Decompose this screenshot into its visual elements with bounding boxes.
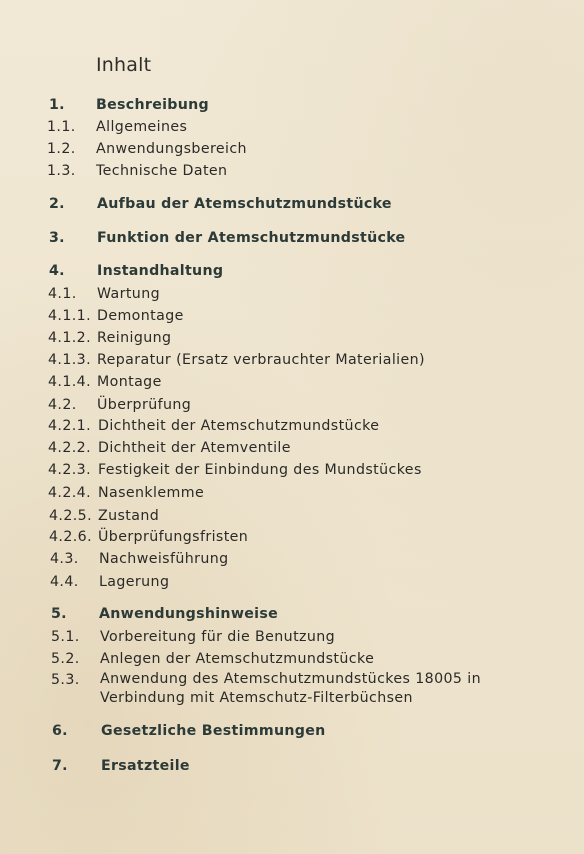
toc-entry-number: 1.1. bbox=[47, 119, 76, 135]
toc-entry-number: 1. bbox=[49, 97, 65, 113]
toc-entry-title: Technische Daten bbox=[96, 163, 228, 179]
toc-entry-title: Nachweisführung bbox=[99, 551, 229, 567]
toc-entry-title: Anwendungsbereich bbox=[96, 141, 247, 157]
toc-entry-number: 4.4. bbox=[50, 574, 79, 590]
toc-entry-title: Anwendung des Atemschutzmundstückes 18005 in Verbindung mit Atemschutz-Filterbüchsen bbox=[100, 671, 481, 706]
toc-entry-title: Dichtheit der Atemschutzmundstücke bbox=[98, 418, 380, 434]
toc-entry-title: Instandhaltung bbox=[97, 263, 224, 279]
toc-entry-number: 4.2.3. bbox=[48, 462, 92, 478]
toc-entry-title: Allgemeines bbox=[96, 119, 188, 135]
toc-entry-number: 4.2.5. bbox=[49, 508, 93, 524]
toc-entry-title: Demontage bbox=[97, 308, 184, 324]
page-title: Inhalt bbox=[96, 54, 152, 76]
toc-entry-number: 4. bbox=[49, 263, 65, 279]
toc-entry-number: 1.2. bbox=[47, 141, 76, 157]
toc-entry-number: 4.2.2. bbox=[48, 440, 92, 456]
toc-entry-title: Gesetzliche Bestimmungen bbox=[101, 723, 326, 739]
toc-entry-title: Reinigung bbox=[97, 330, 172, 346]
toc-entry-title: Überprüfungsfristen bbox=[98, 529, 249, 545]
toc-entry-number: 4.2. bbox=[48, 397, 77, 413]
toc-entry-title: Montage bbox=[97, 374, 162, 390]
toc-entry-number: 4.1.3. bbox=[48, 352, 92, 368]
toc-entry-title: Anlegen der Atemschutzmundstücke bbox=[100, 651, 375, 667]
toc-entry-number: 1.3. bbox=[47, 163, 76, 179]
toc-entry-number: 5. bbox=[51, 606, 67, 622]
toc-entry-title: Überprüfung bbox=[97, 397, 192, 413]
toc-entry-number: 4.2.6. bbox=[49, 529, 93, 545]
toc-entry-number: 4.1.1. bbox=[48, 308, 92, 324]
toc-entry-title: Nasenklemme bbox=[98, 485, 205, 501]
toc-entry-number: 4.1. bbox=[48, 286, 77, 302]
toc-entry-number: 4.3. bbox=[50, 551, 79, 567]
toc-entry-number: 4.1.2. bbox=[48, 330, 92, 346]
toc-entry-number: 7. bbox=[52, 758, 68, 774]
toc-entry-title: Lagerung bbox=[99, 574, 170, 590]
toc-entry-title: Vorbereitung für die Benutzung bbox=[100, 629, 336, 645]
toc-entry-number: 5.1. bbox=[51, 629, 80, 645]
toc-entry-title: Dichtheit der Atemventile bbox=[98, 440, 291, 456]
toc-entry-title: Aufbau der Atemschutzmundstücke bbox=[97, 196, 392, 212]
toc-entry-number: 2. bbox=[49, 196, 65, 212]
toc-entry-number: 6. bbox=[52, 723, 68, 739]
toc-entry-title: Funktion der Atemschutzmundstücke bbox=[97, 230, 406, 246]
toc-entry-title: Zustand bbox=[98, 508, 160, 524]
toc-entry-number: 4.1.4. bbox=[48, 374, 92, 390]
toc-entry-number: 5.3. bbox=[51, 672, 80, 688]
toc-entry-title: Anwendungshinweise bbox=[99, 606, 278, 622]
toc-entry-title: Reparatur (Ersatz verbrauchter Materialien) bbox=[97, 352, 425, 368]
toc-entry-title: Wartung bbox=[97, 286, 160, 302]
toc-entry-title: Festigkeit der Einbindung des Mundstückes bbox=[98, 462, 422, 478]
toc-entry-number: 3. bbox=[49, 230, 65, 246]
toc-entry-title: Ersatzteile bbox=[101, 758, 190, 774]
toc-entry-number: 5.2. bbox=[51, 651, 80, 667]
toc-entry-number: 4.2.1. bbox=[48, 418, 92, 434]
toc-entry-title: Beschreibung bbox=[96, 97, 209, 113]
toc-entry-number: 4.2.4. bbox=[48, 485, 92, 501]
